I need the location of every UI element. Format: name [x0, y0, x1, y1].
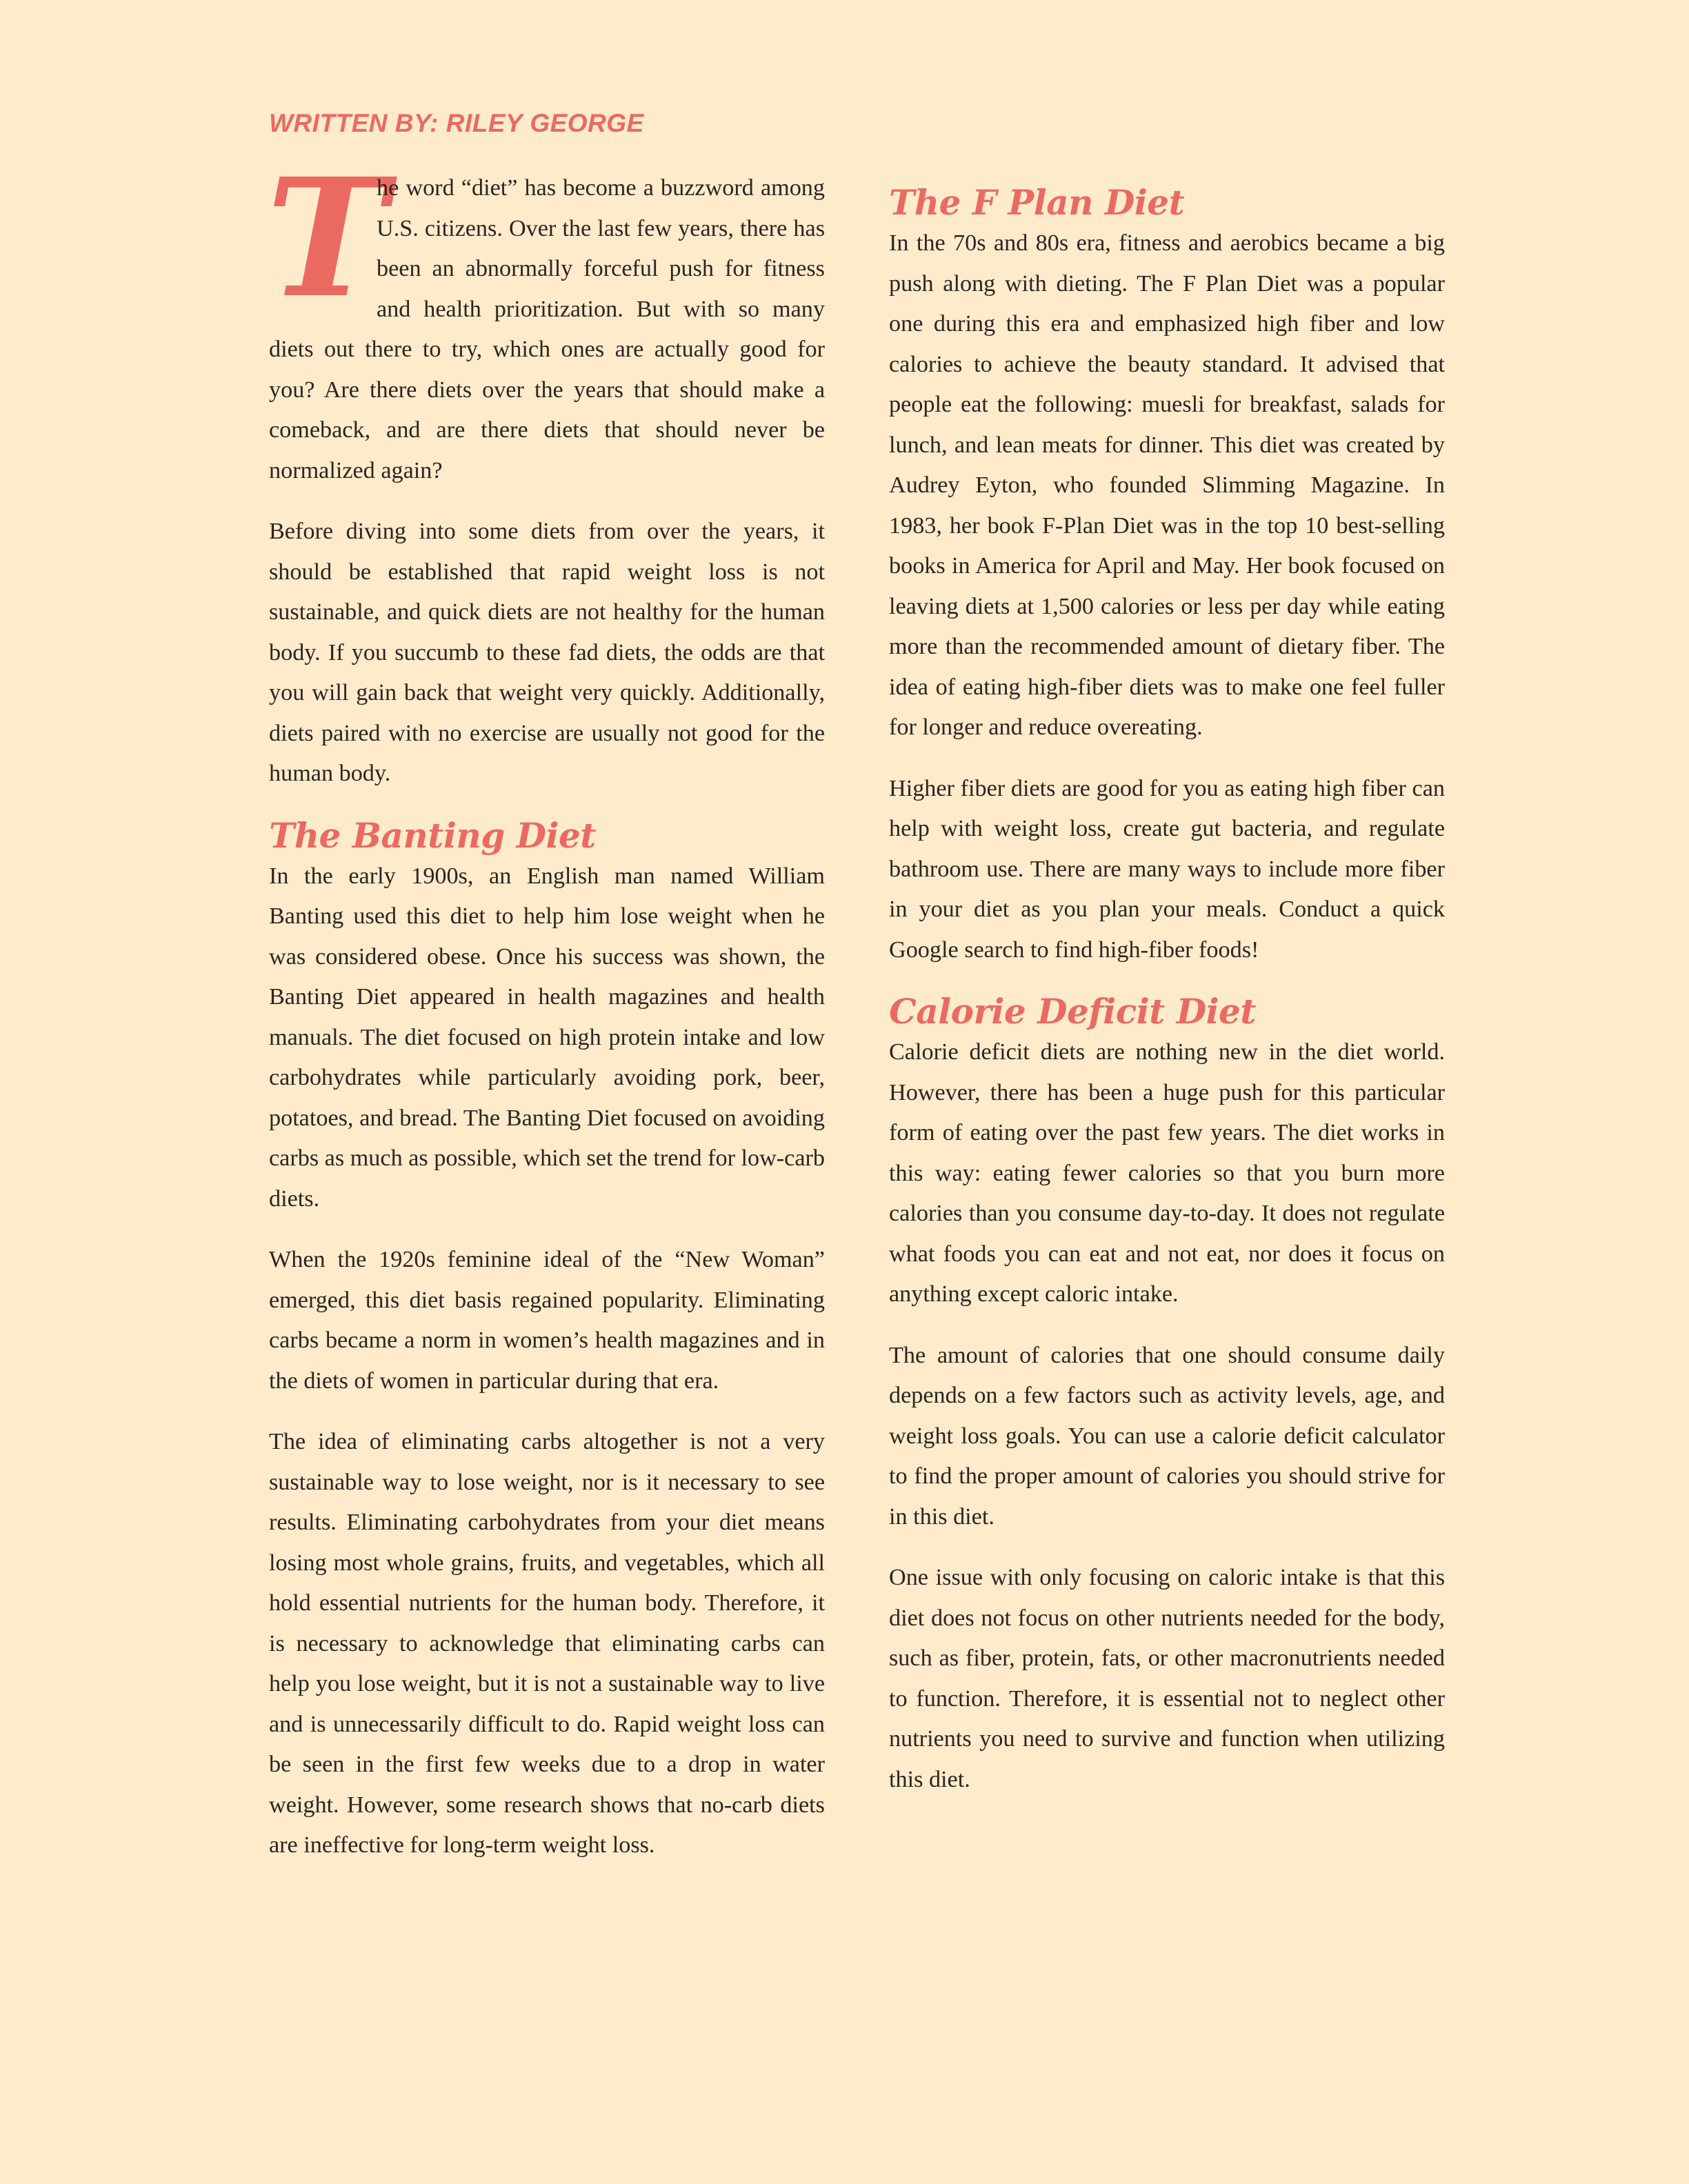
intro-paragraph-2: Before diving into some diets from over the years, it should be established that rapid weight loss is not sustainable, and quick diets are not healthy for the human body. If you succumb to these fad diets, the odds are that you will gain back that weight very quickly. Additionally, diets paired with no exercise are usually not good for the human body.	[269, 519, 825, 786]
drop-cap: T	[266, 142, 388, 334]
banting-paragraph-2: When the 1920s feminine ideal of the “New Woman” emerged, this diet basis regained popularity. Eliminating carbs became a norm in women’s health magazines and in the diets of women in particular during that era.	[269, 1247, 825, 1394]
intro-paragraph-1	[266, 142, 825, 491]
calorie-deficit-diet-heading: Calorie Deficit Diet	[889, 991, 1256, 1032]
left-column	[266, 142, 826, 1887]
author-byline: WRITTEN BY: RILEY GEORGE	[269, 109, 644, 137]
banting-paragraph-1: In the early 1900s, an English man named William Banting used this diet to help him lose weight when he was considered obese. Once his success was shown, the Banting Diet appeared in health magazines and health manuals. The diet focused on high protein intake and low carbohydrates while particularly avoiding pork, beer, potatoes, and bread. The Banting Diet focused on avoiding carbs as much as possible, which set the trend for low-carb diets.	[269, 863, 826, 1212]
calorie-paragraph-2: The amount of calories that one should consume daily depends on a few factors such as activity levels, age, and weight loss goals. You can use a calorie deficit calculator to find the proper amount of calories you should strive for in this diet.	[889, 1342, 1445, 1530]
banting-paragraph-3: The idea of eliminating carbs altogether is not a very sustainable way to lose weight, nor is it necessary to see results. Eliminating carbohydrates from your diet means losing most whole grains, fruits, and vegetables, which all hold essential nutrients for the human body. Therefore, it is necessary to acknowledge that eliminating carbs can help you lose weight, but it is not a sustainable way to live and is unnecessarily difficult to do. Rapid weight loss can be seen in the first few weeks due to a drop in water weight. However, some research shows that no-carb diets are ineffective for long-term weight loss.	[269, 1429, 825, 1858]
calorie-paragraph-1: Calorie deficit diets are nothing new in the diet world. However, there has been a huge push for this particular form of eating over the past few years. The diet works in this way: eating fewer calories so that you burn more calories than you consume day-to-day. It does not regulate what foods you can eat and not eat, nor does it focus on anything except caloric intake.	[889, 1039, 1445, 1307]
banting-diet-heading: The Banting Diet	[269, 814, 596, 856]
f-plan-diet-heading: The F Plan Diet	[889, 182, 1185, 223]
fplan-paragraph-2: Higher fiber diets are good for you as eating high fiber can help with weight loss, create gut bacteria, and regulate bathroom use. There are many ways to include more fiber in your diet as you plan your meals. Conduct a quick Google search to find high-fiber foods!	[889, 775, 1445, 963]
right-column	[889, 182, 1445, 1821]
calorie-paragraph-3: One issue with only focusing on caloric intake is that this diet does not focus on other nutrients needed for the body, such as fiber, protein, fats, or other macronutrients needed to function. Therefore, it is essential not to neglect other nutrients you need to survive and function when utilizing this diet.	[889, 1565, 1445, 1792]
intro-paragraph-1-text: he word “diet” has become a buzzword among U.S. citizens. Over the last few years, there has been an abnormally forceful push for fitness and health prioritization. But with so many diets out there to try, which ones are actually good for you? Are there diets over the years that should make a comeback, and are there diets that should never be normalized again?	[269, 175, 825, 483]
fplan-paragraph-1: In the 70s and 80s era, fitness and aerobics became a big push along with dieting. The F Plan Diet was a popular one during this era and emphasized high fiber and low calories to achieve the beauty standard. It advised that people eat the following: muesli for breakfast, salads for lunch, and lean meats for dinner. This diet was created by Audrey Eyton, who founded Slimming Magazine. In 1983, her book F-Plan Diet was in the top 10 best-selling books in America for April and May. Her book focused on leaving diets at 1,500 calories or less per day while eating more than the recommended amount of dietary fiber. The idea of eating high-fiber diets was to make one feel fuller for longer and reduce overeating.	[889, 230, 1445, 740]
